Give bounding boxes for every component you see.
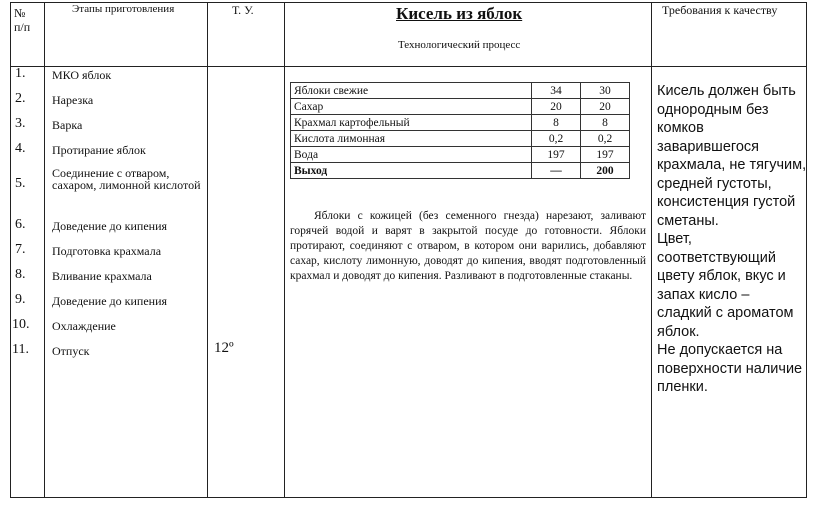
col-divider-2 bbox=[207, 2, 208, 498]
step-label: Соединение с отваром, сахаром, лимонной кислотой bbox=[52, 166, 201, 192]
step-number: 3. bbox=[15, 116, 26, 131]
step-label: Подготовка крахмала bbox=[52, 244, 162, 258]
step-number: 1. bbox=[15, 66, 26, 81]
step-number: 11. bbox=[12, 342, 29, 357]
ingredient-net: 200 bbox=[581, 163, 630, 179]
table-row bbox=[291, 83, 630, 99]
step-number: 10. bbox=[12, 317, 30, 332]
ingredient-gross: 0,2 bbox=[532, 131, 581, 147]
document-title: Кисель из яблок bbox=[396, 4, 523, 23]
ingredient-name: Кислота лимонная bbox=[291, 131, 532, 147]
step-number: 6. bbox=[15, 217, 26, 232]
ingredient-gross: 34 bbox=[532, 83, 581, 99]
ingredient-gross: 197 bbox=[532, 147, 581, 163]
ingredient-net: 20 bbox=[581, 99, 630, 115]
ingredient-net: 197 bbox=[581, 147, 630, 163]
step-label: Доведение до кипения bbox=[52, 219, 168, 233]
header-quality: Требования к качеству bbox=[662, 3, 778, 17]
ingredient-net: 8 bbox=[581, 115, 630, 131]
step-number: 2. bbox=[15, 91, 26, 106]
serving-temperature: 12º bbox=[214, 340, 234, 356]
col-divider-4 bbox=[651, 2, 652, 498]
step-number: 7. bbox=[15, 242, 26, 257]
ingredient-name: Вода bbox=[291, 147, 532, 163]
ingredient-name: Выход bbox=[291, 163, 532, 179]
ingredients-table bbox=[290, 82, 630, 179]
table-border-bottom bbox=[10, 497, 806, 498]
ingredient-gross: 8 bbox=[532, 115, 581, 131]
step-number: 5. bbox=[15, 176, 26, 191]
step-label: Вливание крахмала bbox=[52, 269, 152, 283]
ingredient-name: Яблоки свежие bbox=[291, 83, 532, 99]
header-number: № п/п bbox=[14, 6, 31, 34]
ingredient-net: 0,2 bbox=[581, 131, 630, 147]
ingredient-gross: — bbox=[532, 163, 581, 179]
step-label: Протирание яблок bbox=[52, 143, 146, 157]
header-tu: Т. У. bbox=[232, 3, 254, 17]
step-number: 8. bbox=[15, 267, 26, 282]
table-border-left bbox=[10, 2, 11, 498]
document-subtitle: Технологический процесс bbox=[398, 39, 521, 51]
step-label: Нарезка bbox=[52, 93, 94, 107]
ingredient-net: 30 bbox=[581, 83, 630, 99]
table-row bbox=[291, 115, 630, 131]
table-row bbox=[291, 147, 630, 163]
header-separator bbox=[10, 66, 806, 67]
process-description: Яблоки с кожицей (без семенного гнезда) нарезают, заливают горячей водой и варят в закрытой посуде до готовности. Яблоки протирают, соединяют с отваром, в котором они варились, добавляют сахар, кислоту лимонную, доводят до кипения, вводят подготовленный крахмал и доводят до кипения. Разливают в подготовленные стаканы. bbox=[290, 210, 646, 282]
step-number: 9. bbox=[15, 292, 26, 307]
step-label: Варка bbox=[52, 118, 83, 132]
quality-requirements: Кисель должен быть однородным без комков заварившегося крахмала, не тягучим, средней густоты, консистенция густой сметаны. Цвет, соответствующий цвету яблок, вкус и запах кисло – сладкий с ароматом яблок. Не допускается на поверхности наличие пленки. bbox=[657, 83, 807, 395]
table-row bbox=[291, 99, 630, 115]
step-label: МКО яблок bbox=[52, 68, 112, 82]
step-label: Охлаждение bbox=[52, 319, 116, 333]
step-label: Доведение до кипения bbox=[52, 294, 168, 308]
col-divider-1 bbox=[44, 2, 45, 498]
table-row bbox=[291, 131, 630, 147]
step-label: Отпуск bbox=[52, 344, 90, 358]
ingredient-gross: 20 bbox=[532, 99, 581, 115]
col-divider-3 bbox=[284, 2, 285, 498]
ingredient-name: Крахмал картофельный bbox=[291, 115, 532, 131]
ingredient-name: Сахар bbox=[291, 99, 532, 115]
step-number: 4. bbox=[15, 141, 26, 156]
header-stages: Этапы приготовления bbox=[72, 3, 175, 15]
table-row-total bbox=[291, 163, 630, 179]
